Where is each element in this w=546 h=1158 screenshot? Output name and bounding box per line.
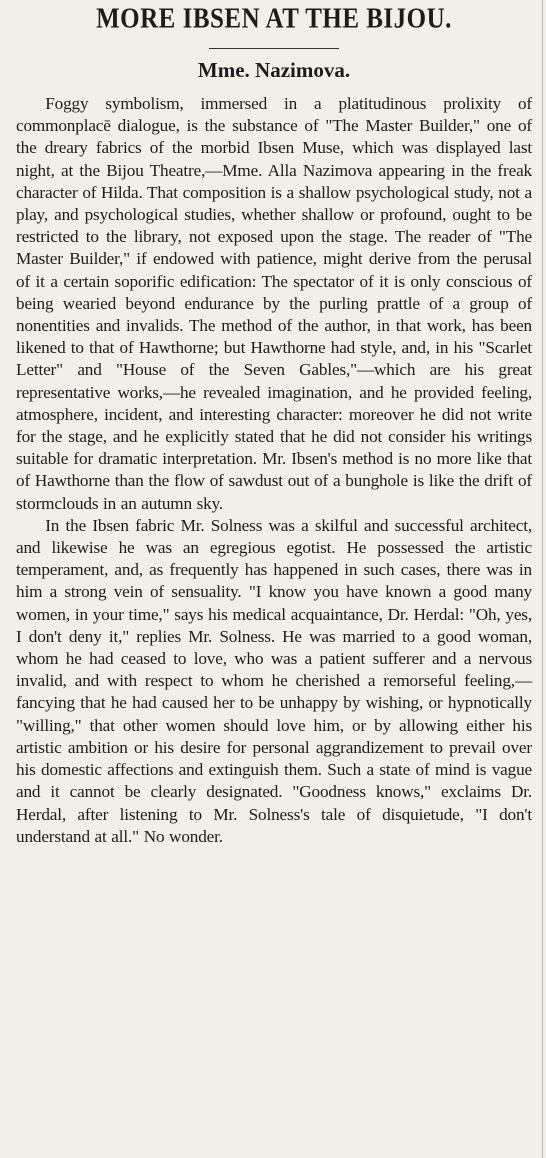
article-paragraph-2: In the Ibsen fabric Mr. Solness was a skilful and successful architect, and likewise he was an egregious egotist. He possessed the artistic temperament, and, as frequently has happened in such cases, there was in him a strong vein of sensuality. "I know you have known a good many women, in your time," says his medical acquaintance, Dr. Herdal: "Oh, yes, I don't deny it," replies Mr. Solness. He was married to a good woman, whom he had ceased to love, who was a patient sufferer and a nervous invalid, and with respect to whom he cherished a remorseful feeling,—fancying that he had caused her to be unhappy by wishing, or hypnotically "willing," that other women should love him, or by allowing either his artistic ambition or his desire for personal aggrandizement to prevail over his domestic affections and extinguish them. Such a state of mind is vague and it cannot be clearly designated. "Goodness knows," exclaims Dr. Herdal, after listening to Mr. Solness's tale of disquietude, "I don't understand at all." No wonder. bbox=[16, 515, 532, 846]
article-headline: MORE IBSEN AT THE BIJOU. bbox=[96, 3, 452, 35]
article-subheadline: Mme. Nazimova. bbox=[197, 58, 351, 82]
column-rule bbox=[542, 0, 543, 1158]
article-paragraph-1: Foggy symbolism, immersed in a platitudinous prolixity of commonplacē dialogue, is the substance of "The Master Builder," one of the dreary fabrics of the morbid Ibsen Muse, which was displayed last night, at the Bijou Theatre,—Mme. Alla Nazimova appearing in the freak character of Hilda. That composition is a shallow psychological study, not a play, and psychological studies, whether shallow or profound, ought to be restricted to the library, not exposed upon the stage. The reader of "The Master Builder," if endowed with patience, might derive from the perusal of it a certain soporific edification: The spectator of it is only conscious of being wearied beyond endurance by the purling prattle of a group of nonentities and invalids. The method of the author, in that work, has been likened to that of Hawthorne; but Hawthorne had style, and, in his "Scarlet Letter" and "House of the Seven Gables,"—which are his great representative works,—he revealed imagination, and he provided feeling, atmosphere, incident, and interesting character: moreover he did not write for the stage, and he explicitly stated that he did not consider his writings suitable for dramatic interpretation. Mr. Ibsen's method is no more like that of Hawthorne than the flow of sawdust out of a bunghole is like the drift of stormclouds in an autumn sky. bbox=[16, 94, 532, 513]
headline-divider bbox=[209, 48, 339, 49]
